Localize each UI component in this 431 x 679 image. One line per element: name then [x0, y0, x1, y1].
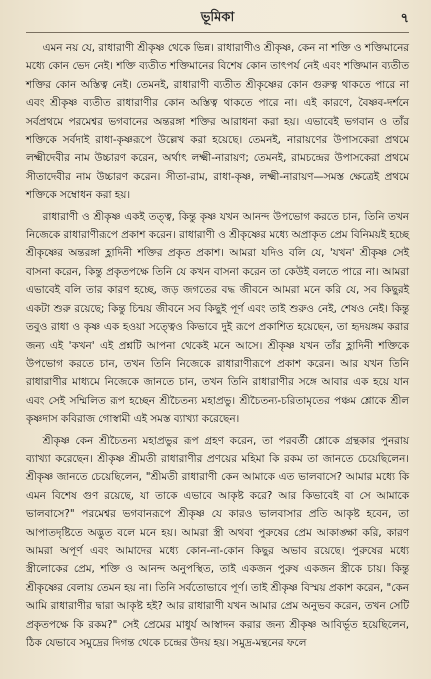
paragraph-1: এমন নয় যে, রাধারাণী শ্রীকৃষ্ণ থেকে ভিন্ন। রাধারাণীও শ্রীকৃষ্ণ, কেন না শক্তি ও শক্তিমানের মধ্যে কোন ভেদ নেই। শক্তি ব্যতীত শক্তিমানের বিশেষ কোন তাৎপর্য নেই এবং শক্তিমান ব্যতীত শক্তির কোন অস্তিত্ব নেই। তেমনই, রাধারাণী ব্যতীত শ্রীকৃষ্ণের কোন গুরুত্ব থাকতে পারে না এবং শ্রীকৃষ্ণ ব্যতীত রাধারাণীর কোন অস্তিত্ব থাকতে পারে না। এই কারণে, বৈষ্ণব-দর্শনে সর্বপ্রথমে পরমেশ্বর ভগবানের অন্তরঙ্গা শক্তির আরাধনা করা হয়। এভাবেই ভগবান ও তাঁর শক্তিকে সর্বদাই রাধা-কৃষ্ণরূপে উল্লেখ করা হয়েছে। তেমনই, নারায়ণের উপাসকেরা প্রথমে লক্ষ্মীদেবীর নাম উচ্চারণ করেন, অর্থাৎ লক্ষ্মী-নারায়ণ; তেমনই, রামচন্দ্রের উপাসকেরা প্রথমে সীতাদেবীর নাম উচ্চারণ করেন। সীতা-রাম, রাধা-কৃষ্ণ, লক্ষ্মী-নারায়ণ—সমস্ত ক্ষেত্রেই প্রথমে শক্তিকে সম্বোধন করা হয়।: [26, 42, 409, 202]
header-divider: [26, 32, 409, 33]
page-number: ৭: [400, 11, 409, 26]
running-title: ভূমিকা: [200, 9, 235, 25]
paragraph-3: শ্রীকৃষ্ণ কেন শ্রীচৈতন্য মহাপ্রভুর রূপ গ্রহণ করেন, তা পরবর্তী শ্লোকে গ্রন্থকার পুনরায় ব্যাখ্যা করেছেন। শ্রীকৃষ্ণ শ্রীমতী রাধারাণীর প্রণয়ের মহিমা কি রকম তা জানতে চেয়েছিলেন। শ্রীকৃষ্ণ জানতে চেয়েছিলেন, "শ্রীমতী রাধারাণী কেন আমাকে এত ভালবাসে? আমার মধ্যে কি এমন বিশেষ গুণ রয়েছে, যা তাকে এভাবে আকৃষ্ট করে? আর কিভাবেই বা সে আমাকে ভালবাসে?" পরমেশ্বর ভগবানরূপে শ্রীকৃষ্ণ যে কারও ভালবাসার প্রতি আকৃষ্ট হবেন, তা আপাতদৃষ্টিতে অদ্ভুত বলে মনে হয়। আমরা স্ত্রী অথবা পুরুষের প্রেম আকাঙ্ক্ষা করি, কারণ আমরা অপূর্ণ এবং আমাদের মধ্যে কোন-না-কোন কিছুর অভাব রয়েছে। পুরুষের মধ্যে স্ত্রীলোকের প্রেম, শক্তি ও আনন্দ অনুপস্থিত, তাই একজন পুরুষ একজন স্ত্রীকে চায়। কিন্তু শ্রীকৃষ্ণের বেলায় তেমন হয় না। তিনি সর্বতোভাবে পূর্ণ। তাই শ্রীকৃষ্ণ বিস্ময় প্রকাশ করেন, "কেন আমি রাধারাণীর দ্বারা আকৃষ্ট হই? আর রাধারাণী যখন আমার প্রেম অনুভব করেন, তখন সেটি প্রকৃতপক্ষে কি রকম?" সেই প্রেমের মাধুর্য আস্বাদন করার জন্য শ্রীকৃষ্ণ আবির্ভূত হয়েছিলেন, ঠিক যেভাবে সমুদ্রের দিগন্ত থেকে চন্দ্রের উদয় হয়। সমুদ্র-মন্থনের ফলে: [26, 434, 409, 649]
body-text: [26, 39, 409, 652]
page-header: [26, 6, 409, 30]
paragraph-2: রাধারাণী ও শ্রীকৃষ্ণ একই তত্ত্ব, কিন্তু কৃষ্ণ যখন আনন্দ উপভোগ করতে চান, তিনি তখন নিজেকে রাধারাণীরূপে প্রকাশ করেন। রাধারাণী ও শ্রীকৃষ্ণের মধ্যে অপ্রাকৃত প্রেম বিনিময়ই হচ্ছে শ্রীকৃষ্ণের অন্তরঙ্গা হ্লাদিনী শক্তির প্রকৃত প্রকাশ। আমরা যদিও বলি যে, 'যখন' শ্রীকৃষ্ণ সেই বাসনা করেন, কিন্তু প্রকৃতপক্ষে তিনি যে কখন বাসনা করেন তা কেউই বলতে পারে না। আমরা এভাবেই বলি তার কারণ হচ্ছে, জড় জগতের বদ্ধ জীবনে আমরা মনে করি যে, সব কিছুরই একটা শুরু রয়েছে; কিন্তু চিন্ময় জীবনে সব কিছুই পূর্ণ এবং তাই শুরুও নেই, শেষও নেই। কিন্তু তবুও রাধা ও কৃষ্ণ এক হওয়া সত্ত্বেও কিভাবে দুই রূপে প্রকাশিত হয়েছেন, তা হৃদয়ঙ্গম করার জন্য এই 'কখন' এই প্রশ্নটি আপনা থেকেই মনে আসে। শ্রীকৃষ্ণ যখন তাঁর হ্লাদিনী শক্তিকে উপভোগ করতে চান, তখন তিনি নিজেকে রাধারাণীরূপে প্রকাশ করেন। আর যখন তিনি রাধারাণীর মাধ্যমে নিজেকে জানতে চান, তখন তিনি রাধারাণীর সঙ্গে আবার এক হয়ে যান এবং সেই সম্মিলিত রূপ হচ্ছেন শ্রীচৈতন্য মহাপ্রভু। শ্রীচৈতন্য-চরিতামৃতের পঞ্চম শ্লোকে শ্রীল কৃষ্ণদাস কবিরাজ গোস্বামী এই সমস্ত ব্যাখ্যা করেছেন।: [26, 210, 409, 426]
